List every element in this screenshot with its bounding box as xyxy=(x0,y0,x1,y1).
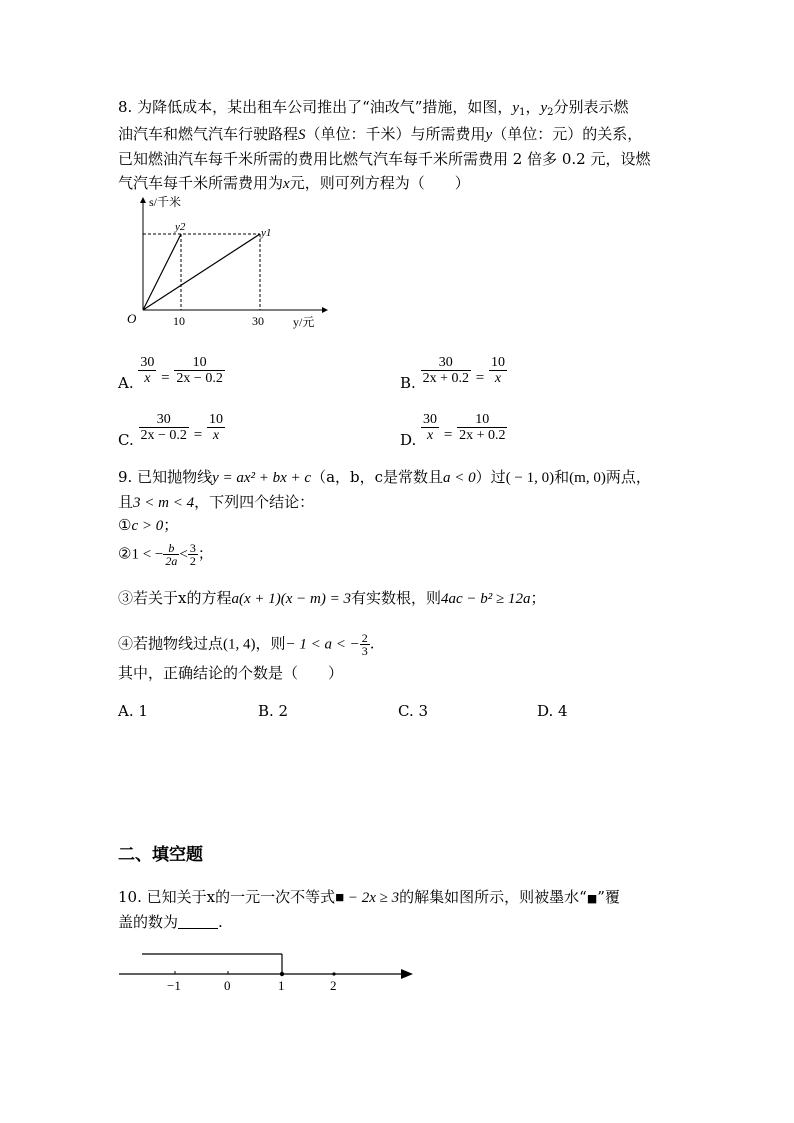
q8-line-4: 气汽车每千米所需费用为x元，则可列方程为（ ） xyxy=(118,174,470,192)
q9-conclusion-2: ②1 < − $\frac{b}{2a}$ < $\frac{3}{2}$ ； xyxy=(118,541,213,568)
graph-label-y2: y2 xyxy=(175,221,186,233)
q10-line-2: 盖的数为 . xyxy=(118,913,223,931)
label-1: 1 xyxy=(278,978,285,993)
graph-ylabel: s/千米 xyxy=(149,195,182,209)
q10-line-1: 10. 已知关于x的一元一次不等式■ − 2x ≥ 3的解集如图所示，则被墨水“■”覆 xyxy=(118,888,620,906)
line-y1 xyxy=(143,234,260,310)
number-line xyxy=(115,945,420,995)
point-2 xyxy=(332,972,335,975)
q9-line-2: 且3 < m < 4，下列四个结论： xyxy=(118,493,315,511)
q9-option-a[interactable]: A. 1 xyxy=(118,702,148,720)
line-y2 xyxy=(143,234,181,310)
q8-line-3: 已知燃油汽车每千米所需的费用比燃气汽车每千米所需费用 2 倍多 0.2 元，设燃 xyxy=(118,150,651,168)
graph-origin: O xyxy=(127,311,137,326)
q8-option-c[interactable]: C. $\frac{30}{2x - 0.2}$ = $\frac{10}{x}$ xyxy=(118,412,223,449)
q9-question: 其中，正确结论的个数是（ ） xyxy=(118,664,344,682)
q9-conclusion-3: ③若关于x的方程a(x + 1)(x − m) = 3有实数根，则4ac − b² ≥ 12a； xyxy=(118,589,546,607)
answer-blank[interactable] xyxy=(178,914,218,929)
number-line-arrow xyxy=(401,969,413,979)
q9-line-1: 9. 已知抛物线y = ax² + bx + c（a，b，c是常数且a < 0）过( − 1, 0)和(m, 0)两点， xyxy=(118,468,651,486)
q9-option-d[interactable]: D. 4 xyxy=(537,702,568,720)
q8-option-a[interactable]: A. $\frac{30}{x}$ = $\frac{10}{2x - 0.2}$ xyxy=(118,355,223,392)
point-1 xyxy=(280,972,284,976)
graph-label-y1: y1 xyxy=(261,227,272,239)
label-2: 2 xyxy=(330,978,337,993)
q8-option-b[interactable]: B. $\frac{30}{2x + 0.2}$ = $\frac{10}{x}$ xyxy=(400,355,506,392)
q8-graph xyxy=(115,192,330,332)
q9-conclusion-1: ①c > 0； xyxy=(118,516,179,534)
ink-symbol: ■ xyxy=(586,892,598,905)
q8-line-2: 油汽车和燃气汽车行驶路程S（单位：千米）与所需费用y（单位：元）的关系， xyxy=(118,125,643,143)
graph-tick-30: 30 xyxy=(252,314,264,328)
q8-line-1: 8. 为降低成本，某出租车公司推出了“油改气”措施，如图，$y_1$，$y_2$分别表示燃 xyxy=(118,98,629,118)
q8-option-d[interactable]: D. $\frac{30}{x}$ = $\frac{10}{2x + 0.2}$ xyxy=(400,412,506,449)
graph-tick-10: 10 xyxy=(173,314,185,328)
q9-option-b[interactable]: B. 2 xyxy=(258,702,289,720)
q9-conclusion-4: ④若抛物线过点(1, 4)，则− 1 < a < − $\frac{2}{3}$ . xyxy=(118,631,375,658)
graph-xlabel: y/元 xyxy=(293,315,315,329)
var-y: y xyxy=(512,100,520,116)
q9-option-c[interactable]: C. 3 xyxy=(398,702,429,720)
section-title: 二、填空题 xyxy=(118,845,203,865)
label-minus-1: −1 xyxy=(167,978,181,993)
label-0: 0 xyxy=(224,978,231,993)
